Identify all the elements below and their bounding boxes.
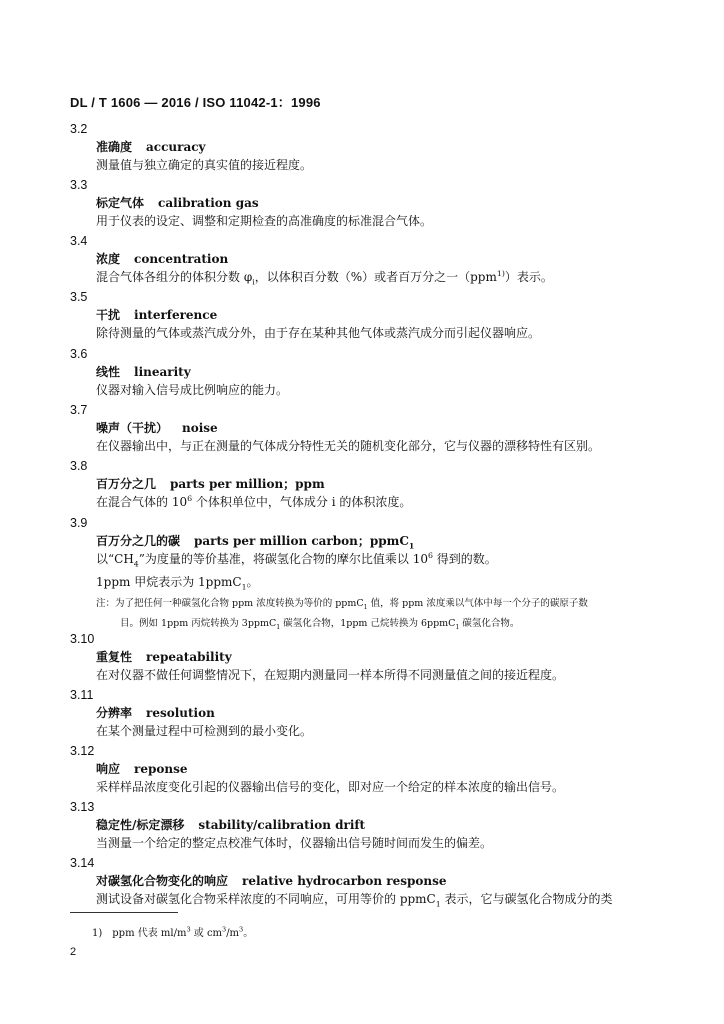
clause-number: 3.12 — [70, 744, 95, 758]
term-english: parts per million；ppm — [170, 477, 325, 491]
term-english: accuracy — [146, 140, 206, 154]
term-entry-3-12 — [70, 742, 660, 796]
term-definition: 仪器对输入信号成比例响应的能力。 — [96, 383, 289, 397]
term-english: relative hydrocarbon response — [242, 874, 447, 888]
clause-number: 3.11 — [70, 688, 94, 702]
term-definition: 测试设备对碳氢化合物采样浓度的不同响应，可用等价的 ppmC$_1$ 表示，它与碳氢化合物成分的类 — [96, 892, 613, 909]
term-heading — [96, 816, 660, 834]
term-english: linearity — [134, 365, 191, 379]
term-chinese: 对碳氢化合物变化的响应 — [96, 874, 229, 888]
term-chinese: 百万分之几 — [96, 477, 157, 491]
term-definition: 在混合气体的 $10^6$ 个体积单位中，气体成分 i 的体积浓度。 — [96, 494, 412, 509]
term-english: stability/calibration drift — [198, 818, 366, 832]
term-chinese: 重复性 — [96, 650, 133, 664]
term-heading — [96, 475, 660, 493]
term-note: 注：为了把任何一种碳氢化合物 ppm 浓度转换为等价的 ppmC$_1$ 值，将 ppm 浓度乘以气体中每一个分子的碳原子数 目。例如 1ppm 丙烷转换为 3ppmC$_1$ 碳氢化合物，1ppm 己烷转换为 6ppmC$_1$ 碳氢化合物。 — [96, 598, 588, 631]
term-heading — [96, 138, 660, 156]
footnote-divider — [70, 912, 178, 913]
term-heading — [96, 363, 660, 381]
term-entry-3-10 — [70, 630, 660, 684]
clause-number: 3.14 — [70, 856, 95, 870]
term-english: reponse — [134, 762, 188, 776]
term-heading — [96, 532, 660, 550]
term-definition: 在对仪器不做任何调整情况下，在短期内测量同一样本所得不同测量值之间的接近程度。 — [96, 668, 565, 682]
term-heading — [96, 704, 660, 722]
term-chinese: 噪声（干扰） — [96, 421, 169, 435]
term-definition: 在某个测量过程中可检测到的最小变化。 — [96, 724, 313, 738]
term-entry-3-11 — [70, 686, 660, 740]
term-entry-3-6 — [70, 345, 660, 399]
term-entry-3-3 — [70, 176, 660, 230]
term-definition: 测量值与独立确定的真实值的接近程度。 — [96, 158, 313, 172]
clause-number: 3.10 — [70, 632, 95, 646]
term-chinese: 响应 — [96, 762, 121, 776]
term-entry-3-4 — [70, 232, 660, 286]
clause-number: 3.6 — [70, 347, 88, 361]
clause-number: 3.5 — [70, 290, 88, 304]
term-english: calibration gas — [158, 196, 259, 210]
term-heading — [96, 194, 660, 212]
term-heading — [96, 760, 660, 778]
term-heading — [96, 419, 660, 437]
term-english: interference — [134, 308, 218, 322]
clause-number: 3.7 — [70, 403, 88, 417]
term-heading — [96, 306, 660, 324]
clause-number: 3.9 — [70, 516, 88, 530]
term-english: repeatability — [146, 650, 232, 664]
term-english: noise — [182, 421, 218, 435]
clause-number: 3.2 — [70, 122, 88, 136]
term-chinese: 百万分之几的碳 — [96, 534, 181, 548]
term-english: parts per million carbon；ppmC$_1$ — [194, 534, 415, 551]
term-definition: 除待测量的气体或蒸汽成分外，由于存在某种其他气体或蒸汽成分而引起仪器响应。 — [96, 326, 541, 340]
clause-number: 3.13 — [70, 800, 95, 814]
term-definition: 在仪器输出中，与正在测量的气体成分特性无关的随机变化部分，它与仪器的漂移特性有区别。 — [96, 439, 601, 453]
term-entry-3-8 — [70, 457, 660, 511]
document-header: DL / T 1606 — 2016 / ISO 11042-1：1996 — [70, 95, 321, 110]
term-definition: 采样样品浓度变化引起的仪器输出信号的变化，即对应一个给定的样本浓度的输出信号。 — [96, 780, 565, 794]
clause-number: 3.4 — [70, 234, 88, 248]
page-number: 2 — [70, 946, 77, 958]
term-chinese: 线性 — [96, 365, 121, 379]
footnote: 1) ppm 代表 $ml/m^3$ 或 $cm^3/m^3$。 — [92, 925, 254, 939]
term-definition: 混合气体各组分的体积分数 $\varphi_i$，以体积百分数（%）或者百万分之一（ppm$^{1)}$）表示。 — [96, 269, 553, 287]
term-entry-3-2 — [70, 120, 660, 174]
term-english: resolution — [146, 706, 215, 720]
term-entry-3-9 — [70, 514, 660, 634]
term-entry-3-5 — [70, 288, 660, 342]
clause-number: 3.3 — [70, 178, 88, 192]
clause-number: 3.8 — [70, 459, 88, 473]
term-entry-3-14 — [70, 854, 660, 908]
term-definition: 当测量一个给定的整定点校准气体时，仪器输出信号随时间而发生的偏差。 — [96, 836, 493, 850]
term-chinese: 浓度 — [96, 252, 121, 266]
term-heading — [96, 648, 660, 666]
term-heading — [96, 250, 660, 268]
term-entry-3-13 — [70, 798, 660, 852]
term-english: concentration — [134, 252, 229, 266]
term-entry-3-7 — [70, 401, 660, 455]
term-chinese: 稳定性/标定漂移 — [96, 818, 185, 832]
term-chinese: 准确度 — [96, 140, 133, 154]
term-heading — [96, 872, 660, 890]
term-definition-line: 1ppm 甲烷表示为 1ppmC$_1$。 — [96, 575, 259, 592]
term-chinese: 分辨率 — [96, 706, 133, 720]
term-definition: 用于仪表的设定、调整和定期检查的高准确度的标准混合气体。 — [96, 214, 433, 228]
term-definition: 以“$CH_4$”为度量的等价基准，将碳氢化合物的摩尔比值乘以 $10^6$ 得到的数。 — [96, 551, 497, 569]
term-chinese: 标定气体 — [96, 196, 145, 210]
term-chinese: 干扰 — [96, 308, 121, 322]
